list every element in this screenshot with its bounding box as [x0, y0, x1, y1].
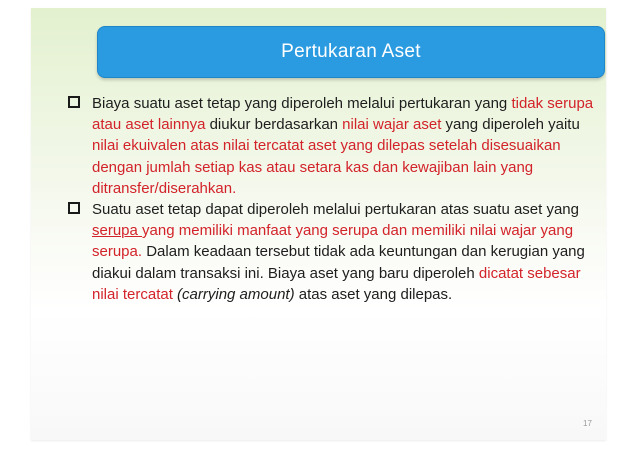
bullet-item-2	[68, 199, 598, 305]
checkbox-bullet-icon	[68, 202, 80, 214]
bullet-text-1	[92, 93, 598, 199]
page-number: 17	[583, 419, 592, 428]
highlight-segment: nilai wajar aset	[342, 116, 442, 134]
slide-title: Pertukaran Aset	[281, 41, 421, 62]
text-segment: yang diperoleh yaitu	[441, 116, 580, 134]
text-segment: diukur berdasarkan	[205, 116, 343, 134]
bullet-list	[68, 93, 598, 305]
text-segment: Suatu aset tetap dapat diperoleh melalui pertukaran atas suatu aset yang	[92, 201, 579, 219]
text-segment: atas aset yang dilepas.	[294, 285, 453, 303]
title-banner	[97, 26, 605, 78]
slide	[31, 8, 606, 440]
highlight-segment: dicatat sebesar nilai tercatat	[92, 264, 581, 303]
bullet-item-1	[68, 93, 598, 199]
italic-segment: (carrying amount)	[177, 285, 295, 303]
highlight-segment: nilai ekuivalen atas nilai tercatat aset yang dilepas setelah disesuaikan dengan jumlah setiap kas atau setara kas dan kewajiban lain yang ditransfer/diserahkan.	[92, 137, 561, 197]
underlined-highlight-segment: serupa	[92, 222, 143, 240]
highlight-segment: yang memiliki manfaat yang serupa dan memiliki nilai wajar yang serupa.	[92, 222, 574, 261]
text-segment: Dalam keadaan tersebut tidak ada keuntungan dan kerugian yang diakui dalam transaksi ini. Biaya aset yang baru diperoleh	[92, 243, 585, 282]
text-segment: Biaya suatu aset tetap yang diperoleh melalui pertukaran yang	[92, 95, 512, 112]
checkbox-bullet-icon	[68, 96, 80, 108]
bullet-text-2	[92, 199, 598, 305]
highlight-segment: tidak serupa atau aset lainnya	[92, 95, 594, 134]
